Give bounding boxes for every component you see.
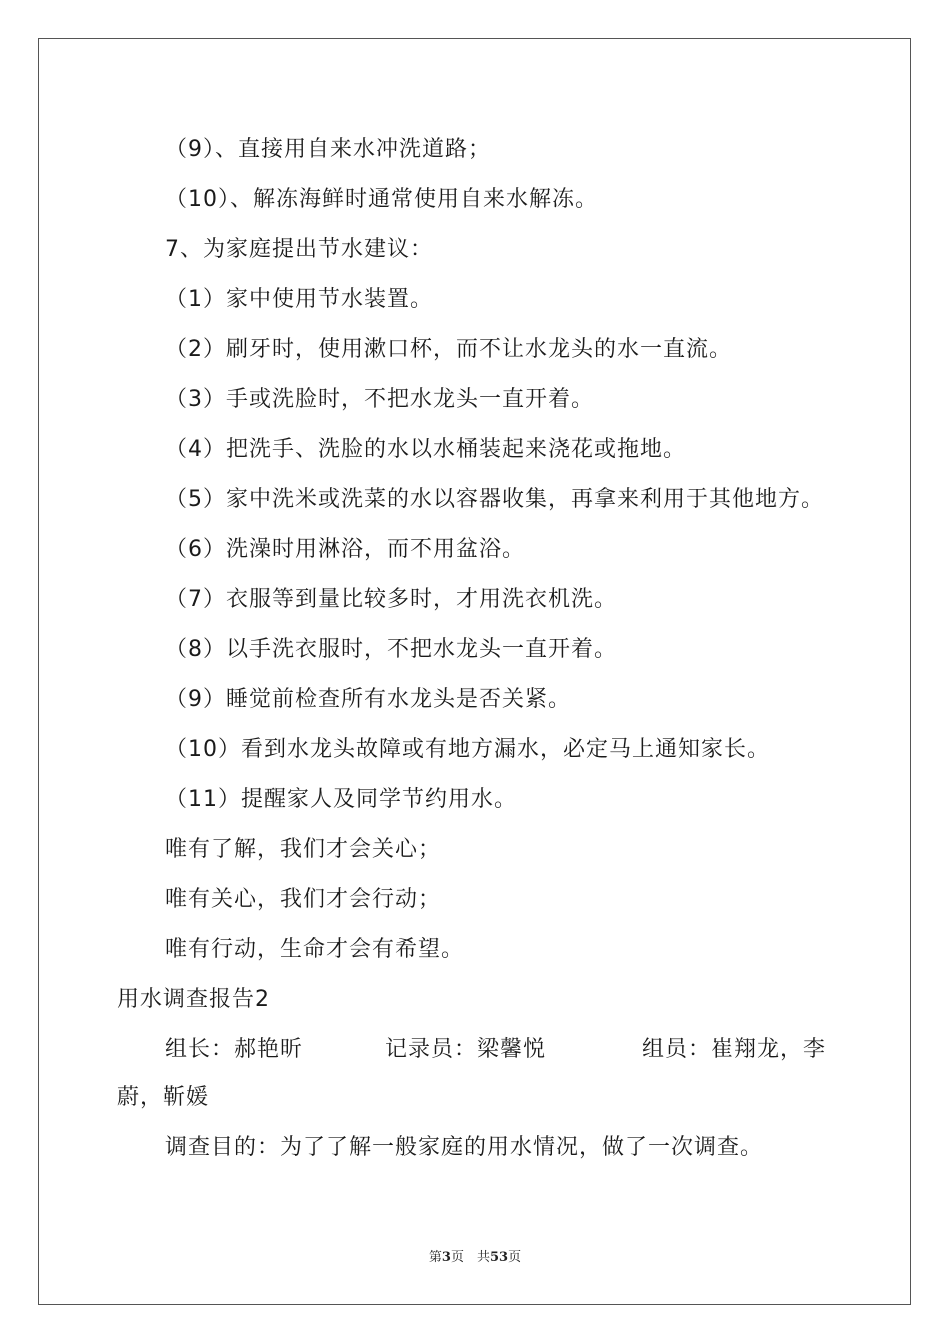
page-footer [0, 1246, 950, 1265]
footer-mid: 页 共 [450, 1250, 490, 1265]
list-item: （7）衣服等到量比较多时，才用洗衣机洗。 [165, 587, 617, 612]
text-line: 唯有行动，生命才会有希望。 [165, 937, 465, 962]
team-members: 组员：崔翔龙，李 [642, 1037, 827, 1062]
footer-suffix: 页 [508, 1250, 522, 1265]
team-leader: 组长：郝艳昕 [165, 1037, 304, 1062]
current-page-number: 3 [441, 1250, 451, 1265]
list-item: （2）刷牙时，使用漱口杯，而不让水龙头的水一直流。 [165, 337, 732, 362]
list-item: （5）家中洗米或洗菜的水以容器收集，再拿来利用于其他地方。 [165, 487, 824, 512]
list-item: （11）提醒家人及同学节约用水。 [165, 787, 517, 812]
list-item: （1）家中使用节水装置。 [165, 287, 433, 312]
text-line: 唯有关心，我们才会行动； [165, 887, 442, 912]
list-item: （9）睡觉前检查所有水龙头是否关紧。 [165, 687, 571, 712]
footer-prefix: 第 [428, 1250, 442, 1265]
section-heading: 7、为家庭提出节水建议： [165, 237, 433, 262]
list-item: （3）手或洗脸时，不把水龙头一直开着。 [165, 387, 594, 412]
list-item: （10）看到水龙头故障或有地方漏水，必定马上通知家长。 [165, 737, 770, 762]
list-item: （4）把洗手、洗脸的水以水桶装起来浇花或拖地。 [165, 437, 686, 462]
team-members-continued: 蔚，靳媛 [117, 1085, 210, 1110]
page-border [38, 38, 911, 1305]
report-title: 用水调查报告2 [117, 987, 270, 1012]
list-item: （8）以手洗衣服时，不把水龙头一直开着。 [165, 637, 617, 662]
recorder: 记录员：梁馨悦 [385, 1037, 547, 1062]
text-line: （10）、解冻海鲜时通常使用自来水解冻。 [165, 187, 598, 212]
list-item: （6）洗澡时用淋浴，而不用盆浴。 [165, 537, 525, 562]
survey-purpose: 调查目的：为了了解一般家庭的用水情况，做了一次调查。 [165, 1135, 764, 1160]
text-line: （9）、直接用自来水冲洗道路； [165, 137, 491, 162]
total-page-number: 53 [489, 1250, 509, 1265]
text-line: 唯有了解，我们才会关心； [165, 837, 442, 862]
